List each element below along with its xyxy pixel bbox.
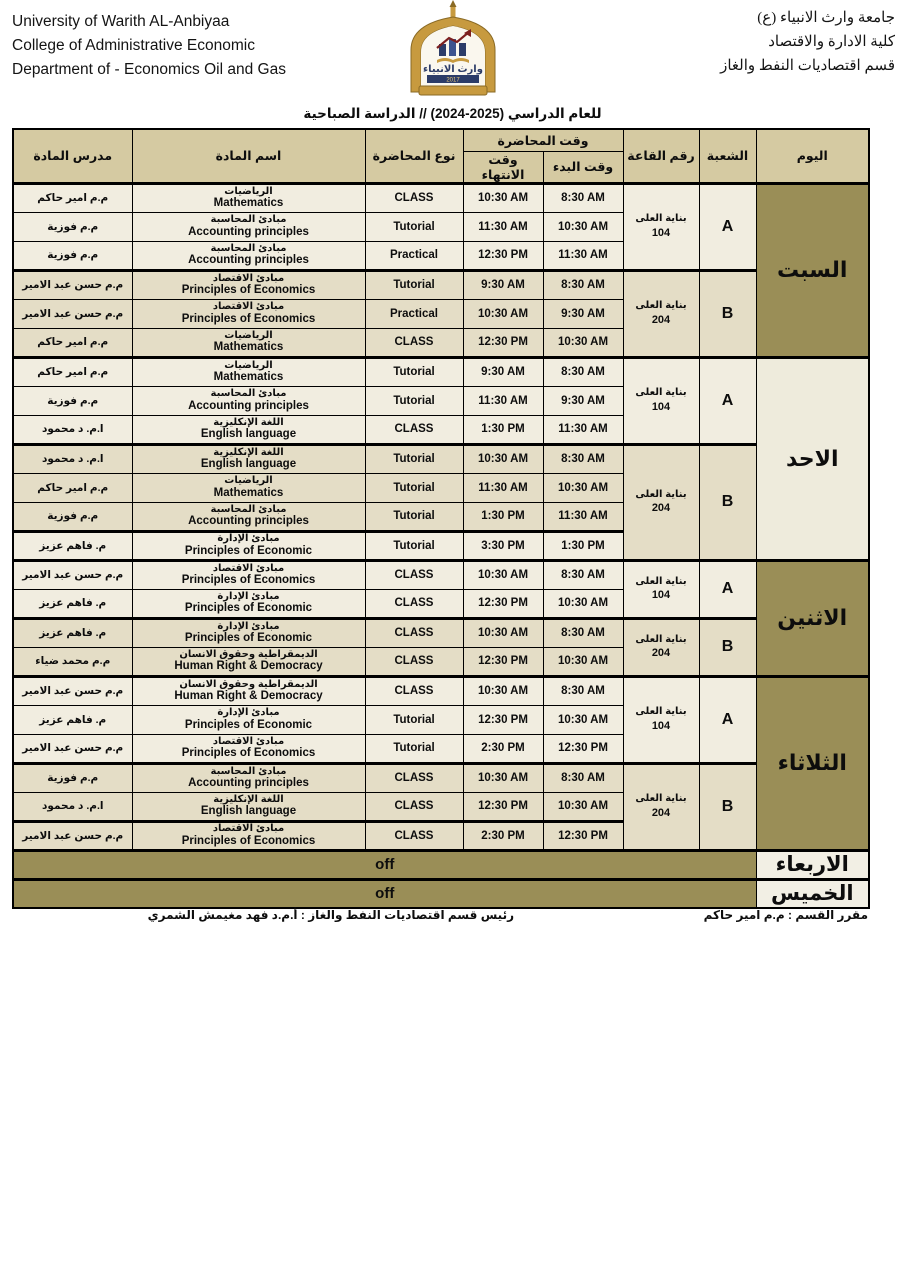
subject-name-english: Accounting principles — [188, 777, 309, 790]
subject-cell — [132, 763, 365, 792]
lecture-type-cell: Tutorial — [365, 502, 463, 531]
start-time-cell: 10:30 AM — [543, 328, 623, 357]
teacher-cell: م.م فوزية — [13, 212, 132, 241]
subject-name-arabic: مبادئ المحاسبة — [210, 242, 287, 254]
end-time-cell: 10:30 AM — [463, 676, 543, 705]
end-time-cell: 1:30 PM — [463, 502, 543, 531]
lecture-type-cell: Tutorial — [365, 531, 463, 560]
subject-name-arabic: مبادئ الإدارة — [217, 707, 280, 719]
subject-cell — [132, 299, 365, 328]
section-cell: A — [699, 357, 756, 444]
document-title: للعام الدراسي (2025-2024) // الدراسة الصباحية — [303, 106, 602, 121]
lecture-type-cell: Tutorial — [365, 386, 463, 415]
section-cell: B — [699, 444, 756, 560]
room-number: 104 — [651, 589, 671, 602]
lecture-type-cell: CLASS — [365, 821, 463, 850]
teacher-cell: م.م حسن عبد الامير — [13, 299, 132, 328]
room-number: 204 — [651, 806, 671, 819]
room-number: 204 — [651, 647, 671, 660]
start-time-cell: 8:30 AM — [543, 560, 623, 589]
off-day-row — [13, 879, 869, 908]
subject-name-arabic: الرياضيات — [224, 359, 273, 371]
end-time-cell: 10:30 AM — [463, 560, 543, 589]
lecture-type-cell: Practical — [365, 299, 463, 328]
end-time-cell: 11:30 AM — [463, 473, 543, 502]
schedule-row — [13, 676, 869, 705]
room-cell — [623, 183, 699, 270]
room-number: 104 — [651, 400, 671, 413]
end-time-cell: 12:30 PM — [463, 589, 543, 618]
lecture-type-cell: CLASS — [365, 763, 463, 792]
start-time-cell: 11:30 AM — [543, 502, 623, 531]
end-time-cell: 12:30 PM — [463, 241, 543, 270]
logo-calligraphy: وارث الانبياء — [423, 64, 483, 75]
end-time-cell: 10:30 AM — [463, 763, 543, 792]
college-name-en: College of Administrative Economic — [12, 37, 255, 55]
teacher-cell: م. فاهم عزيز — [13, 618, 132, 647]
subject-name-arabic: مبادئ الاقتصاد — [212, 823, 285, 835]
lecture-type-cell: Tutorial — [365, 212, 463, 241]
day-cell: الاربعاء — [756, 850, 869, 879]
column-header-teacher: مدرس المادة — [13, 129, 132, 183]
teacher-cell: م.م محمد ضياء — [13, 647, 132, 676]
start-time-cell: 9:30 AM — [543, 386, 623, 415]
subject-cell — [132, 241, 365, 270]
subject-name-english: Principles of Economics — [181, 312, 316, 325]
header-arabic — [720, 6, 895, 78]
subject-name-english: Mathematics — [213, 197, 284, 210]
day-cell: الاحد — [756, 357, 869, 560]
end-time-cell: 10:30 AM — [463, 618, 543, 647]
subject-name-english: Principles of Economics — [181, 574, 316, 587]
end-time-cell: 10:30 AM — [463, 444, 543, 473]
subject-name-english: Accounting principles — [188, 225, 309, 238]
lecture-type-cell: Tutorial — [365, 357, 463, 386]
column-header-room: رقم القاعة — [623, 129, 699, 183]
subject-name-english: Principles of Economics — [181, 747, 316, 760]
section-cell: A — [699, 676, 756, 763]
footer-department-head: رئيس قسم اقتصاديات النفط والغاز : أ.م.د فهد مغيمش الشمري — [147, 908, 514, 922]
subject-name-arabic: اللغة الإنكليزية — [213, 446, 284, 458]
day-cell: السبت — [756, 183, 869, 357]
end-time-cell: 11:30 AM — [463, 212, 543, 241]
lecture-type-cell: Practical — [365, 241, 463, 270]
start-time-cell: 10:30 AM — [543, 473, 623, 502]
subject-name-arabic: الديمقراطية وحقوق الانسان — [179, 678, 318, 690]
subject-name-english: English language — [200, 458, 297, 471]
subject-name-arabic: اللغة الإنكليزية — [213, 416, 284, 428]
end-time-cell: 2:30 PM — [463, 821, 543, 850]
start-time-cell: 10:30 AM — [543, 647, 623, 676]
subject-name-arabic: مبادئ الاقتصاد — [212, 735, 285, 747]
start-time-cell: 8:30 AM — [543, 357, 623, 386]
teacher-cell: م. فاهم عزيز — [13, 705, 132, 734]
room-building: بناية العلى — [635, 387, 687, 399]
teacher-cell: م.م امير حاكم — [13, 328, 132, 357]
day-cell: الاثنين — [756, 560, 869, 676]
subject-cell — [132, 183, 365, 212]
subject-name-english: Principles of Economic — [184, 544, 313, 557]
start-time-cell: 8:30 AM — [543, 444, 623, 473]
subject-cell — [132, 415, 365, 444]
teacher-cell: م.م امير حاكم — [13, 473, 132, 502]
end-time-cell: 9:30 AM — [463, 357, 543, 386]
subject-name-arabic: مبادئ الإدارة — [217, 620, 280, 632]
start-time-cell: 11:30 AM — [543, 241, 623, 270]
subject-name-english: Mathematics — [213, 486, 284, 499]
end-time-cell: 10:30 AM — [463, 183, 543, 212]
lecture-type-cell: Tutorial — [365, 444, 463, 473]
subject-cell — [132, 792, 365, 821]
column-header-end-time: وقت الانتهاء — [463, 151, 543, 183]
subject-cell — [132, 560, 365, 589]
schedule-row — [13, 444, 869, 473]
start-time-cell: 9:30 AM — [543, 299, 623, 328]
subject-cell — [132, 705, 365, 734]
room-cell — [623, 676, 699, 763]
subject-cell — [132, 212, 365, 241]
subject-name-english: Mathematics — [213, 341, 284, 354]
subject-cell — [132, 502, 365, 531]
schedule-row — [13, 763, 869, 792]
lecture-type-cell: Tutorial — [365, 705, 463, 734]
subject-name-english: Principles of Economic — [184, 602, 313, 615]
schedule-row — [13, 560, 869, 589]
schedule-row — [13, 270, 869, 299]
logo-year: 2017 — [446, 77, 460, 84]
start-time-cell: 12:30 PM — [543, 821, 623, 850]
start-time-cell: 8:30 AM — [543, 618, 623, 647]
room-cell — [623, 763, 699, 850]
subject-name-english: Accounting principles — [188, 399, 309, 412]
subject-name-arabic: مبادئ المحاسبة — [210, 388, 287, 400]
subject-cell — [132, 386, 365, 415]
end-time-cell: 2:30 PM — [463, 734, 543, 763]
start-time-cell: 12:30 PM — [543, 734, 623, 763]
subject-cell — [132, 531, 365, 560]
lecture-type-cell: CLASS — [365, 618, 463, 647]
subject-name-arabic: الديمقراطية وحقوق الانسان — [179, 648, 318, 660]
section-cell: B — [699, 763, 756, 850]
lecture-type-cell: CLASS — [365, 589, 463, 618]
room-number: 204 — [651, 502, 671, 515]
teacher-cell: م.م حسن عبد الامير — [13, 270, 132, 299]
end-time-cell: 3:30 PM — [463, 531, 543, 560]
footer-coordinator: مقرر القسم : م.م امير حاكم — [703, 908, 868, 922]
subject-cell — [132, 473, 365, 502]
lecture-type-cell: CLASS — [365, 792, 463, 821]
university-logo — [397, 0, 509, 98]
subject-cell — [132, 647, 365, 676]
subject-name-arabic: مبادئ المحاسبة — [210, 214, 287, 226]
subject-name-english: Principles of Economic — [184, 718, 313, 731]
subject-name-english: Principles of Economics — [181, 834, 316, 847]
column-header-type: نوع المحاضرة — [365, 129, 463, 183]
room-building: بناية العلى — [635, 633, 687, 645]
teacher-cell: م.م حسن عبد الامير — [13, 734, 132, 763]
subject-name-arabic: مبادئ المحاسبة — [210, 765, 287, 777]
teacher-cell: م.م حسن عبد الامير — [13, 560, 132, 589]
subject-cell — [132, 444, 365, 473]
teacher-cell: ا.م. د محمود — [13, 792, 132, 821]
subject-cell — [132, 270, 365, 299]
room-cell — [623, 618, 699, 676]
column-header-time-group: وقت المحاضرة — [463, 129, 623, 151]
teacher-cell: ا.م. د محمود — [13, 444, 132, 473]
day-cell: الثلاثاء — [756, 676, 869, 850]
university-name-ar: جامعة وارث الانبياء (ع) — [757, 10, 895, 26]
teacher-cell: م.م امير حاكم — [13, 183, 132, 212]
college-name-ar: كلية الادارة والاقتصاد — [768, 34, 895, 50]
end-time-cell: 1:30 PM — [463, 415, 543, 444]
department-name-ar: قسم اقتصاديات النفط والغاز — [720, 58, 895, 74]
subject-name-arabic: مبادئ الاقتصاد — [212, 272, 285, 284]
start-time-cell: 10:30 AM — [543, 589, 623, 618]
subject-name-arabic: الرياضيات — [224, 475, 273, 487]
room-building: بناية العلى — [635, 213, 687, 225]
schedule-table — [12, 128, 870, 909]
lecture-type-cell: Tutorial — [365, 734, 463, 763]
teacher-cell: م.م امير حاكم — [13, 357, 132, 386]
start-time-cell: 8:30 AM — [543, 763, 623, 792]
subject-name-english: Principles of Economics — [181, 284, 316, 297]
room-building: بناية العلى — [635, 300, 687, 312]
teacher-cell: م.م فوزية — [13, 386, 132, 415]
schedule-row — [13, 357, 869, 386]
start-time-cell: 8:30 AM — [543, 270, 623, 299]
off-day-row — [13, 850, 869, 879]
column-header-day: اليوم — [756, 129, 869, 183]
lecture-type-cell: CLASS — [365, 328, 463, 357]
lecture-type-cell: CLASS — [365, 183, 463, 212]
end-time-cell: 11:30 AM — [463, 386, 543, 415]
teacher-cell: م.م حسن عبد الامير — [13, 676, 132, 705]
subject-name-english: Mathematics — [213, 371, 284, 384]
subject-name-english: English language — [200, 428, 297, 441]
lecture-type-cell: Tutorial — [365, 270, 463, 299]
room-number: 104 — [651, 226, 671, 239]
teacher-cell: ا.م. د محمود — [13, 415, 132, 444]
university-name-en: University of Warith AL-Anbiyaa — [12, 13, 230, 30]
start-time-cell: 8:30 AM — [543, 676, 623, 705]
subject-cell — [132, 618, 365, 647]
subject-name-arabic: اللغة الإنكليزية — [213, 793, 284, 805]
section-cell: A — [699, 183, 756, 270]
room-cell — [623, 560, 699, 618]
subject-name-english: Human Right & Democracy — [174, 660, 323, 673]
subject-name-english: Principles of Economic — [184, 632, 313, 645]
room-building: بناية العلى — [635, 575, 687, 587]
subject-cell — [132, 357, 365, 386]
start-time-cell: 10:30 AM — [543, 705, 623, 734]
section-cell: A — [699, 560, 756, 618]
header-english — [12, 10, 286, 82]
subject-cell — [132, 328, 365, 357]
subject-name-arabic: مبادئ الإدارة — [217, 533, 280, 545]
subject-name-arabic: مبادئ الاقتصاد — [212, 562, 285, 574]
teacher-cell: م.م فوزية — [13, 763, 132, 792]
university-emblem-icon — [397, 0, 509, 98]
start-time-cell: 10:30 AM — [543, 792, 623, 821]
teacher-cell: م.م فوزية — [13, 241, 132, 270]
column-header-subject: اسم المادة — [132, 129, 365, 183]
subject-name-english: English language — [200, 805, 297, 818]
subject-name-arabic: الرياضيات — [224, 185, 273, 197]
schedule-row — [13, 618, 869, 647]
subject-name-arabic: مبادئ الإدارة — [217, 590, 280, 602]
subject-cell — [132, 734, 365, 763]
room-cell — [623, 444, 699, 560]
section-cell: B — [699, 618, 756, 676]
room-number: 104 — [651, 719, 671, 732]
end-time-cell: 12:30 PM — [463, 705, 543, 734]
teacher-cell: م.م حسن عبد الامير — [13, 821, 132, 850]
subject-name-arabic: الرياضيات — [224, 329, 273, 341]
lecture-type-cell: CLASS — [365, 676, 463, 705]
end-time-cell: 9:30 AM — [463, 270, 543, 299]
teacher-cell: م.م فوزية — [13, 502, 132, 531]
room-building: بناية العلى — [635, 706, 687, 718]
schedule-row — [13, 183, 869, 212]
off-cell: off — [13, 850, 756, 879]
subject-name-arabic: مبادئ الاقتصاد — [212, 301, 285, 313]
day-cell: الخميس — [756, 879, 869, 908]
room-building: بناية العلى — [635, 488, 687, 500]
room-building: بناية العلى — [635, 793, 687, 805]
room-cell — [623, 270, 699, 357]
teacher-cell: م. فاهم عزيز — [13, 531, 132, 560]
column-header-start-time: وقت البدء — [543, 151, 623, 183]
subject-name-english: Accounting principles — [188, 254, 309, 267]
end-time-cell: 12:30 PM — [463, 328, 543, 357]
department-name-en: Department of - Economics Oil and Gas — [12, 61, 286, 79]
subject-cell — [132, 676, 365, 705]
off-cell: off — [13, 879, 756, 908]
lecture-type-cell: Tutorial — [365, 473, 463, 502]
start-time-cell: 11:30 AM — [543, 415, 623, 444]
subject-name-arabic: مبادئ المحاسبة — [210, 503, 287, 515]
subject-cell — [132, 821, 365, 850]
room-cell — [623, 357, 699, 444]
start-time-cell: 10:30 AM — [543, 212, 623, 241]
section-cell: B — [699, 270, 756, 357]
column-header-section: الشعبة — [699, 129, 756, 183]
teacher-cell: م. فاهم عزيز — [13, 589, 132, 618]
subject-name-english: Human Right & Democracy — [174, 690, 323, 703]
end-time-cell: 12:30 PM — [463, 647, 543, 676]
lecture-type-cell: CLASS — [365, 415, 463, 444]
lecture-type-cell: CLASS — [365, 560, 463, 589]
subject-cell — [132, 589, 365, 618]
end-time-cell: 12:30 PM — [463, 792, 543, 821]
room-number: 204 — [651, 313, 671, 326]
start-time-cell: 8:30 AM — [543, 183, 623, 212]
end-time-cell: 10:30 AM — [463, 299, 543, 328]
start-time-cell: 1:30 PM — [543, 531, 623, 560]
subject-name-english: Accounting principles — [188, 515, 309, 528]
lecture-type-cell: CLASS — [365, 647, 463, 676]
